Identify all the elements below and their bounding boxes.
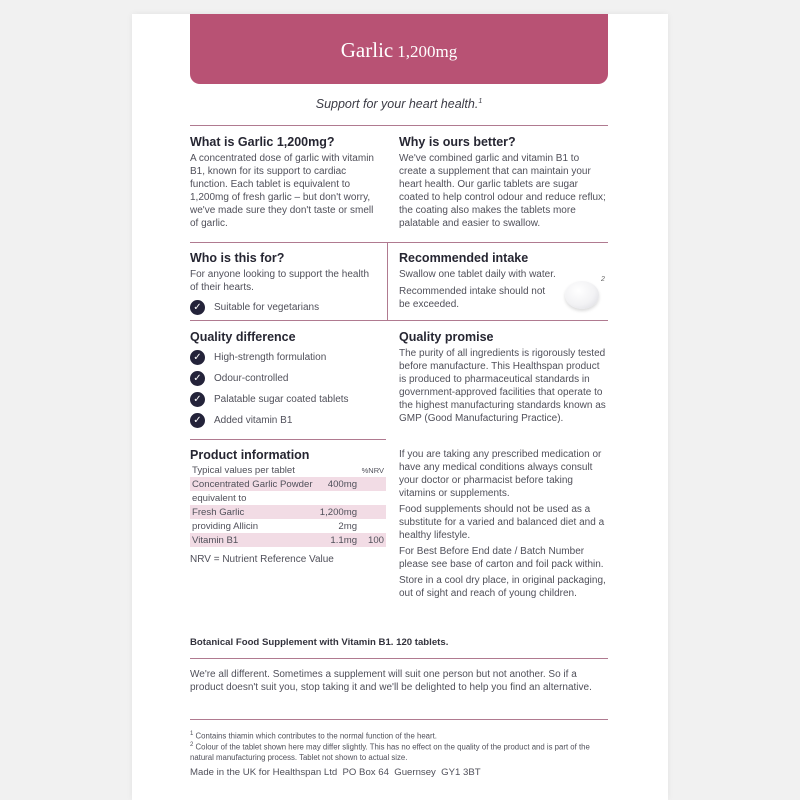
why-section <box>399 135 609 230</box>
row-label: Fresh Garlic <box>190 505 317 519</box>
table-row <box>190 491 386 505</box>
guarantee-section <box>190 668 608 694</box>
tablet-image-ref: 2 <box>601 276 605 283</box>
check-label: Added vitamin B1 <box>214 415 293 426</box>
nrv-note: NRV = Nutrient Reference Value <box>190 554 334 565</box>
table-header-row <box>190 463 386 477</box>
check-item <box>190 392 380 407</box>
footnote-text: Contains thiamin which contributes to the normal function of the heart. <box>195 731 437 741</box>
check-item <box>190 371 380 386</box>
row-value: 1.1mg <box>317 533 359 547</box>
intake-line-2: Recommended intake should not be exceeded. <box>399 286 546 310</box>
product-banner <box>190 14 608 84</box>
divider <box>190 242 608 243</box>
row-nrv: 100 <box>359 533 386 547</box>
intake-title: Recommended intake <box>399 251 529 265</box>
tagline-text: Support for your heart health. <box>315 97 479 111</box>
product-information-section <box>190 448 386 566</box>
product-name: Garlic <box>340 38 394 62</box>
divider <box>387 242 388 320</box>
row-value: 1,200mg <box>317 505 359 519</box>
row-value: 400mg <box>317 477 359 491</box>
advice-batch: For Best Before End date / Batch Number please see base of carton and foil pack within. <box>399 546 604 570</box>
row-nrv <box>359 477 386 491</box>
advice-medication: If you are taking any prescribed medication or have any medical conditions always consult your doctor or pharmacist before taking vitamins or supplements. <box>399 449 602 499</box>
row-label: Concentrated Garlic Powder <box>190 477 317 491</box>
check-item <box>190 350 380 365</box>
check-label: Palatable sugar coated tablets <box>214 394 349 405</box>
row-nrv <box>359 519 386 533</box>
table-row <box>190 505 386 519</box>
what-section <box>190 135 378 230</box>
table-row <box>190 477 386 491</box>
row-label: Vitamin B1 <box>190 533 317 547</box>
divider <box>190 125 608 126</box>
advice-section <box>399 448 609 600</box>
check-item <box>190 413 380 428</box>
divider <box>190 658 608 659</box>
check-label: High-strength formulation <box>214 352 327 363</box>
check-label: Odour-controlled <box>214 373 289 384</box>
row-nrv <box>359 505 386 519</box>
row-label: equivalent to <box>192 492 247 504</box>
product-dose: 1,200mg <box>397 42 458 61</box>
row-value: 2mg <box>338 520 358 532</box>
tagline-ref: 1 <box>478 97 483 105</box>
row-value <box>317 491 359 505</box>
product-descriptor: Botanical Food Supplement with Vitamin B1. 120 tablets. <box>190 637 449 648</box>
quality-promise-title: Quality promise <box>399 330 494 344</box>
footnote-num: 2 <box>190 742 194 748</box>
advice-diet: Food supplements should not be used as a substitute for a varied and balanced diet and a healthy lifestyle. <box>399 504 605 541</box>
table-header-nrv: %NRV <box>361 465 384 475</box>
check-item <box>190 300 378 315</box>
why-body: We've combined garlic and vitamin B1 to create a supplement that can maintain your heart health. Our garlic tablets are sugar coated to help control odour and reduce reflux; the coating also makes the tablets more palatable and easier to swallow. <box>399 153 606 229</box>
intake-line-1: Swallow one tablet daily with water. <box>399 269 556 280</box>
footnote-text: Colour of the tablet shown here may differ slightly. This has no effect on the quality of the product and is part of the natural manufacturing process. Tablet not shown to actual size. <box>190 742 590 762</box>
check-icon: ✓ <box>190 413 205 428</box>
quality-promise-body: The purity of all ingredients is rigorously tested before manufacture. This Healthspan product is produced to pharmaceutical standards in government-approved facilities that operate to the highest manufacturing standards known as GMP (Good Manufacturing Practice). <box>399 348 606 424</box>
check-icon: ✓ <box>190 371 205 386</box>
row-label: providing Allicin <box>192 520 259 532</box>
what-title: What is Garlic 1,200mg? <box>190 135 335 149</box>
divider <box>190 439 386 440</box>
quality-difference-title: Quality difference <box>190 330 296 344</box>
who-title: Who is this for? <box>190 251 285 265</box>
who-body: For anyone looking to support the health of their hearts. <box>190 269 370 293</box>
table-row <box>190 533 386 547</box>
manufacturer-address: Made in the UK for Healthspan Ltd PO Box 64 Guernsey GY1 3BT <box>190 767 481 778</box>
divider <box>190 320 608 321</box>
nutrition-table <box>190 463 386 547</box>
product-information-title: Product information <box>190 448 310 462</box>
row-nrv <box>359 491 386 505</box>
divider <box>190 719 608 720</box>
table-header-label: Typical values per tablet <box>192 464 295 476</box>
check-label: Suitable for vegetarians <box>214 302 320 313</box>
quality-promise-section <box>399 330 609 425</box>
who-section <box>190 251 378 315</box>
check-icon: ✓ <box>190 392 205 407</box>
table-row <box>190 519 386 533</box>
tagline <box>190 97 608 111</box>
check-icon: ✓ <box>190 350 205 365</box>
footnote <box>190 740 608 763</box>
footnote-num: 1 <box>190 731 194 737</box>
what-body: A concentrated dose of garlic with vitamin B1, known for its support to cardiac function. Each tablet is equivalent to 1,200mg of fresh garlic – but don't worry, we've made sure they don't taste or smell of garlic. <box>190 153 374 229</box>
guarantee-text: We're all different. Sometimes a supplement will suit one person but not another. So if a product doesn't suit you, stop taking it and we'll be delighted to help you find an alternative. <box>190 669 592 693</box>
why-title: Why is ours better? <box>399 135 516 149</box>
check-icon: ✓ <box>190 300 205 315</box>
advice-storage: Store in a cool dry place, in original packaging, out of sight and reach of young children. <box>399 575 606 599</box>
tablet-image <box>565 281 599 309</box>
quality-difference-section <box>190 330 380 428</box>
